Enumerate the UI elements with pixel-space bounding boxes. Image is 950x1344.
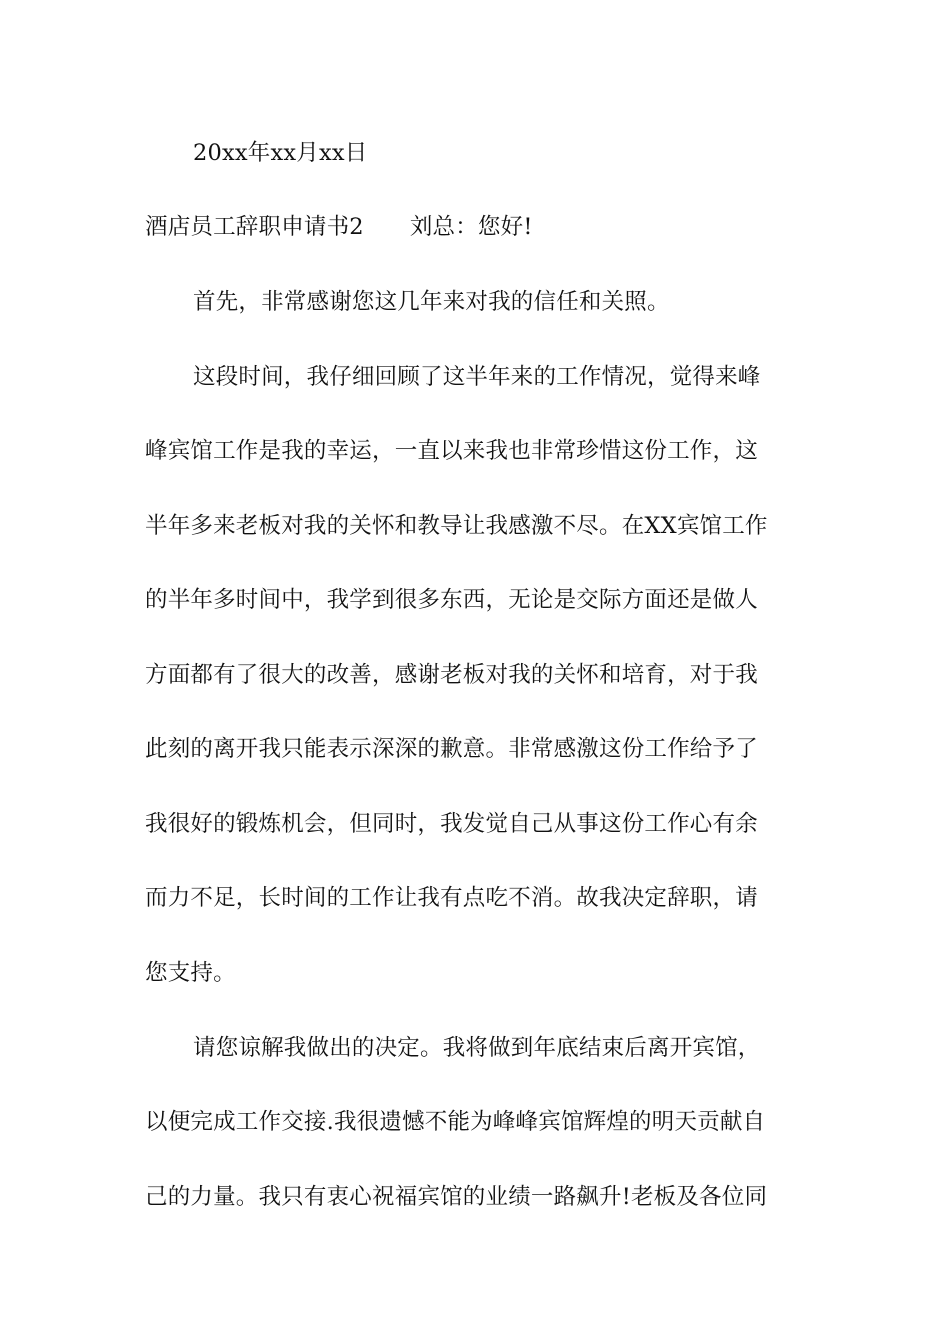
body-line: 您支持。 <box>145 960 236 986</box>
date-line: 20xx年xx月xx日 <box>193 140 368 166</box>
body-line: 半年多来老板对我的关怀和教导让我感激不尽。在XX宾馆工作 <box>145 513 768 539</box>
body-line: 我很好的锻炼机会，但同时，我发觉自己从事这份工作心有余 <box>145 811 758 837</box>
document-title: 酒店员工辞职申请书2 <box>145 214 364 240</box>
body-line: 方面都有了很大的改善，感谢老板对我的关怀和培育，对于我 <box>145 662 758 688</box>
body-line: 此刻的离开我只能表示深深的歉意。非常感激这份工作给予了 <box>145 736 758 762</box>
body-line: 首先，非常感谢您这几年来对我的信任和关照。 <box>193 289 670 315</box>
body-line: 这段时间，我仔细回顾了这半年来的工作情况，觉得来峰 <box>193 364 761 390</box>
body-line: 以便完成工作交接.我很遗憾不能为峰峰宾馆辉煌的明天贡献自 <box>145 1109 766 1135</box>
salutation: 刘总：您好! <box>409 214 533 240</box>
body-line: 请您谅解我做出的决定。我将做到年底结束后离开宾馆， <box>193 1035 761 1061</box>
body-line: 峰宾馆工作是我的幸运，一直以来我也非常珍惜这份工作，这 <box>145 438 758 464</box>
body-line: 而力不足，长时间的工作让我有点吃不消。故我决定辞职，请 <box>145 885 758 911</box>
body-line: 己的力量。我只有衷心祝福宾馆的业绩一路飙升!老板及各位同 <box>145 1184 768 1210</box>
body-line: 的半年多时间中，我学到很多东西，无论是交际方面还是做人 <box>145 587 758 613</box>
title-salutation-line <box>145 212 810 242</box>
